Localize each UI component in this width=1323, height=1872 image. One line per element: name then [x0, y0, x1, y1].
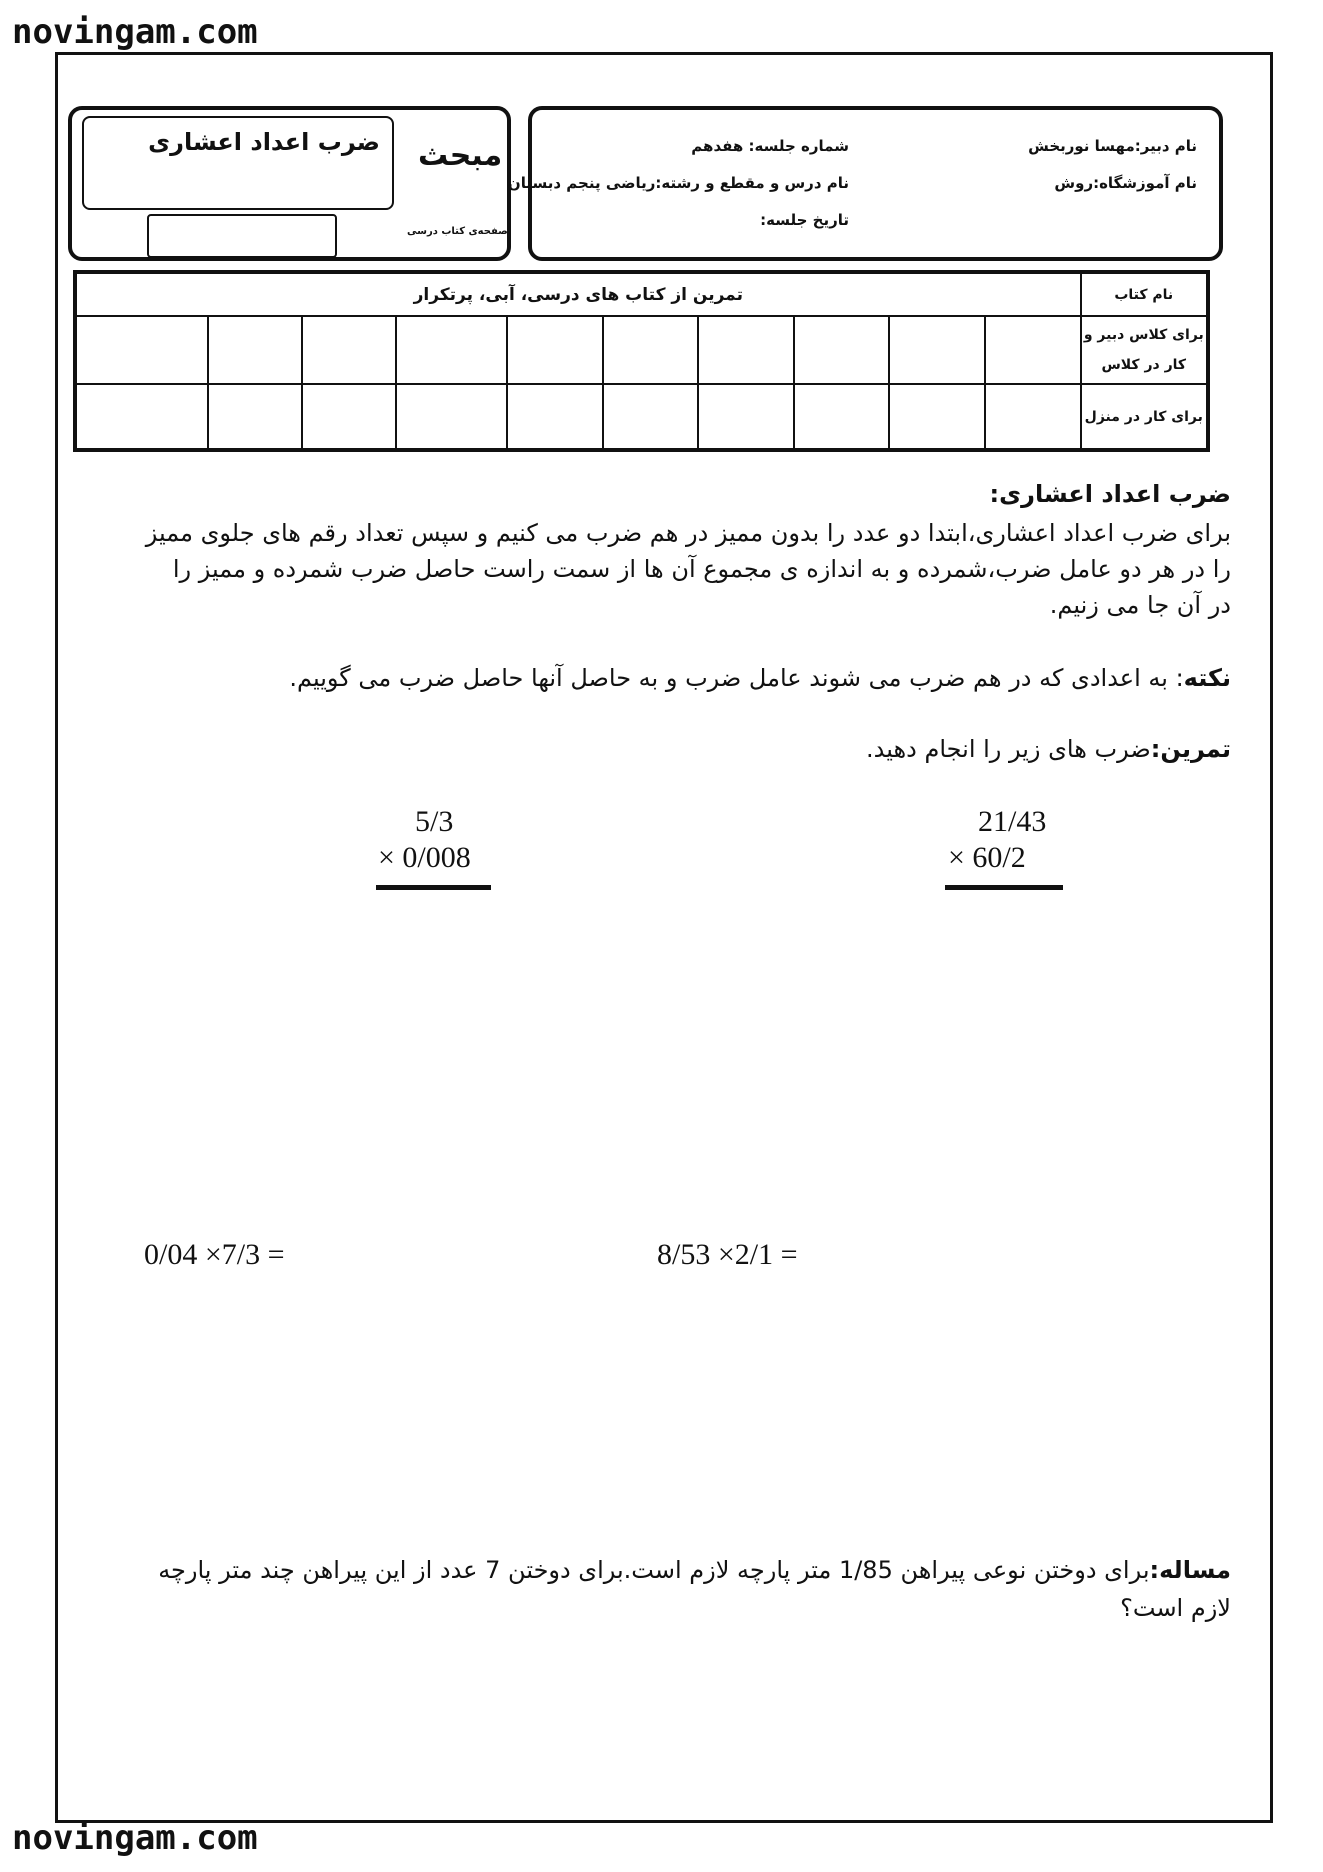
problem-1-underline	[945, 885, 1063, 890]
topic-label: مبحث	[418, 138, 503, 173]
word-problem-label: مساله:	[1149, 1556, 1231, 1584]
table-cell[interactable]	[889, 384, 985, 450]
topic-value: ضرب اعداد اعشاری	[148, 128, 380, 156]
table-cell[interactable]	[698, 384, 793, 450]
table-cell[interactable]	[507, 316, 602, 384]
topic-box	[68, 106, 511, 261]
lesson-body-line: برای ضرب اعداد اعشاری،ابتدا دو عدد را بدون ممیز در هم ضرب می کنیم و سپس تعداد رقم های جلوی ممیز	[145, 519, 1231, 547]
exercise-label: تمرین:	[1150, 735, 1231, 763]
course-info: نام درس و مقطع و رشته:ریاضی پنجم دبستان	[507, 174, 849, 192]
session-info-box	[507, 106, 1223, 261]
row-label-homework: برای کار در منزل	[1081, 384, 1208, 450]
word-problem-line: لازم است؟	[1120, 1594, 1231, 1622]
session-date: تاریخ جلسه:	[760, 211, 849, 229]
school-name: نام آموزشگاه:روش	[1054, 174, 1197, 192]
row-label-class-work	[1081, 316, 1208, 384]
table-cell[interactable]	[698, 316, 793, 384]
book-name-label: نام کتاب	[1081, 272, 1208, 316]
problem-2-underline	[376, 885, 491, 890]
problem-4: 0/04 ×7/3 =	[144, 1238, 285, 1271]
word-problem-text: برای دوختن نوعی پیراهن 1/85 متر پارچه لازم است.برای دوختن 7 عدد از این پیراهن چند متر پارچه	[158, 1556, 1150, 1584]
book-table	[73, 270, 1210, 452]
table-cell[interactable]	[208, 384, 302, 450]
topic-value-box	[82, 116, 394, 210]
word-problem-line	[158, 1552, 1231, 1588]
problem-1-top: 21/43	[978, 805, 1047, 838]
table-cell[interactable]	[889, 316, 985, 384]
table-cell[interactable]	[603, 316, 698, 384]
problem-3: 8/53 ×2/1 =	[657, 1238, 798, 1271]
lesson-title: ضرب اعداد اعشاری:	[989, 480, 1231, 508]
table-cell[interactable]	[75, 384, 208, 450]
table-cell[interactable]	[302, 316, 396, 384]
table-cell[interactable]	[396, 384, 507, 450]
row-label-line: برای کلاس دبیر و	[1083, 327, 1204, 343]
table-cell[interactable]	[302, 384, 396, 450]
note-label: نکته	[1183, 664, 1231, 692]
table-cell[interactable]	[208, 316, 302, 384]
exercise-line	[866, 731, 1231, 767]
problem-1-bottom: × 60/2	[948, 841, 1026, 874]
lesson-body-line: را در هر دو عامل ضرب،شمرده و به اندازه ی مجموع آن ها از سمت راست حاصل ضرب شمرده و ممیز را	[172, 555, 1231, 583]
problem-2-bottom: × 0/008	[378, 841, 471, 874]
table-cell[interactable]	[75, 316, 208, 384]
note-text: : به اعدادی که در هم ضرب می شوند عامل ضرب و به حاصل آنها حاصل ضرب می گوییم.	[289, 664, 1184, 692]
row-label-line: کار در کلاس	[1101, 357, 1187, 373]
table-cell[interactable]	[794, 384, 889, 450]
watermark-bottom: novingam.com	[12, 1818, 258, 1858]
table-cell[interactable]	[603, 384, 698, 450]
problem-2-top: 5/3	[415, 805, 454, 838]
table-cell[interactable]	[507, 384, 602, 450]
lesson-body-line: در آن جا می زنیم.	[1049, 591, 1231, 619]
note-line	[289, 660, 1231, 696]
exercise-text: ضرب های زیر را انجام دهید.	[866, 735, 1151, 763]
watermark-top: novingam.com	[12, 12, 258, 52]
table-cell[interactable]	[396, 316, 507, 384]
textbook-page-field[interactable]	[147, 214, 337, 258]
book-name-value: تمرین از کتاب های درسی، آبی، پرتکرار	[75, 272, 1081, 316]
textbook-page-label: صفحه‌ی کتاب درسی	[407, 226, 508, 237]
table-cell[interactable]	[985, 384, 1080, 450]
session-number: شماره جلسه: هفدهم	[691, 137, 849, 155]
teacher-name: نام دبیر:مهسا نوربخش	[1028, 137, 1197, 155]
table-cell[interactable]	[794, 316, 889, 384]
table-cell[interactable]	[985, 316, 1080, 384]
